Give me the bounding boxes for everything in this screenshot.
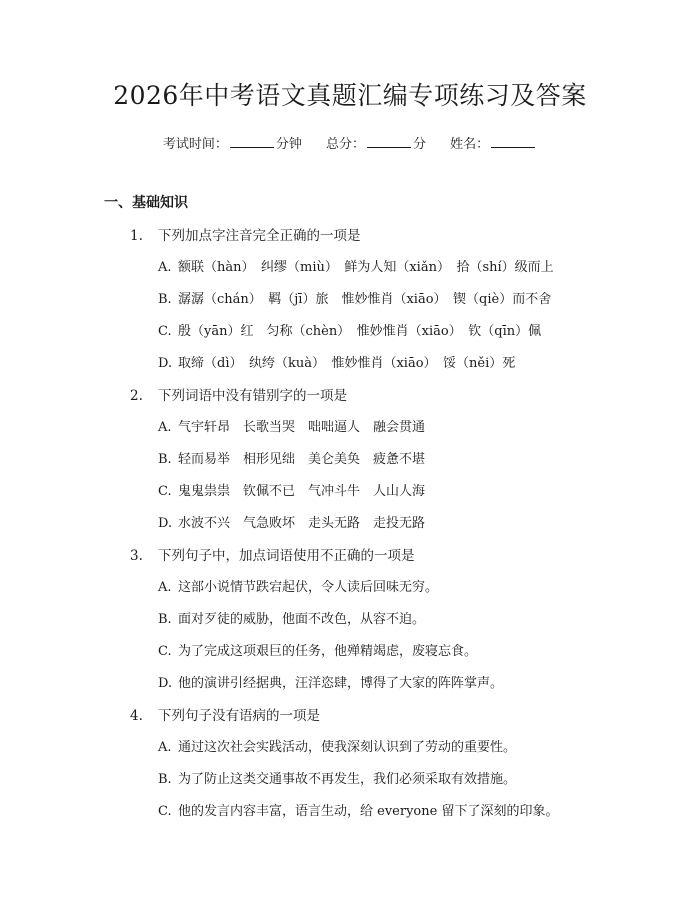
question-text: 下列加点字注音完全正确的一项是 <box>158 228 361 244</box>
option-row[interactable] <box>158 576 438 595</box>
option-text: 气宇轩昂 长歌当哭 咄咄逼人 融会贯通 <box>178 420 426 435</box>
option-row[interactable] <box>158 352 515 371</box>
option-text: 轻而易举 相形见绌 美仑美奂 疲惫不堪 <box>178 452 426 467</box>
option-row[interactable] <box>158 672 503 691</box>
option-text: 为了防止这类交通事故不再发生，我们必须采取有效措施。 <box>178 772 517 787</box>
option-label: A. <box>158 580 172 595</box>
option-row[interactable] <box>158 448 425 467</box>
option-label: C. <box>158 644 172 659</box>
option-label: B. <box>158 292 172 307</box>
score-unit: 分 <box>413 137 427 152</box>
option-text: 为了完成这项艰巨的任务，他殚精竭虑，废寝忘食。 <box>178 644 478 659</box>
score-field <box>326 137 430 152</box>
option-text: 面对歹徒的威胁，他面不改色，从容不迫。 <box>178 612 426 627</box>
time-unit: 分钟 <box>275 137 302 152</box>
score-label: 总分： <box>325 137 365 152</box>
score-blank[interactable] <box>367 136 411 148</box>
option-label: A. <box>158 260 172 275</box>
page-title: 2026年中考语文真题汇编专项练习及答案 <box>113 81 587 110</box>
option-label: C. <box>158 804 172 819</box>
option-text: 这部小说情节跌宕起伏，令人读后回味无穷。 <box>178 580 439 595</box>
option-label: A. <box>158 420 172 435</box>
option-label: D. <box>158 356 173 371</box>
option-label: B. <box>158 612 172 627</box>
question-stem <box>130 384 347 404</box>
option-row[interactable] <box>158 288 551 307</box>
exam-meta <box>0 133 700 152</box>
option-label: B. <box>158 772 172 787</box>
question-stem <box>130 704 320 724</box>
option-label: C. <box>158 484 172 499</box>
option-label: A. <box>158 740 172 755</box>
option-row[interactable] <box>158 768 516 787</box>
option-text: 他的演讲引经据典，汪洋恣肆，博得了大家的阵阵掌声。 <box>178 676 504 691</box>
option-text: 取缔（dì） 纨绔（kuà） 惟妙惟肖（xiāo） 馁（něi）死 <box>178 356 516 371</box>
question-text: 下列句子没有语病的一项是 <box>158 708 320 724</box>
option-row[interactable] <box>158 480 425 499</box>
name-label: 姓名： <box>450 137 490 152</box>
option-row[interactable] <box>158 800 558 819</box>
question-text: 下列词语中没有错别字的一项是 <box>158 388 347 404</box>
question-number: 1. <box>130 228 143 244</box>
option-row[interactable] <box>158 512 425 531</box>
question-text: 下列句子中，加点词语使用不正确的一项是 <box>158 548 415 564</box>
option-row[interactable] <box>158 416 425 435</box>
option-row[interactable] <box>158 736 516 755</box>
option-row[interactable] <box>158 320 541 339</box>
option-text: 通过这次社会实践活动，使我深刻认识到了劳动的重要性。 <box>178 740 517 755</box>
name-blank[interactable] <box>491 136 535 148</box>
option-label: D. <box>158 516 173 531</box>
option-text: 他的发言内容丰富，语言生动，给 everyone 留下了深刻的印象。 <box>178 804 559 819</box>
question-number: 4. <box>130 708 143 724</box>
question-stem <box>130 224 361 244</box>
time-field <box>163 137 306 152</box>
option-text: 潺潺（chán） 羁（jī）旅 惟妙惟肖（xiāo） 锲（qiè）而不舍 <box>178 292 552 307</box>
option-row[interactable] <box>158 640 477 659</box>
option-text: 水波不兴 气急败坏 走头无路 走投无路 <box>178 516 426 531</box>
option-text: 殷（yān）红 匀称（chèn） 惟妙惟肖（xiāo） 钦（qīn）佩 <box>178 324 542 339</box>
option-label: C. <box>158 324 172 339</box>
option-row[interactable] <box>158 256 554 275</box>
time-blank[interactable] <box>230 136 274 148</box>
option-label: D. <box>158 676 173 691</box>
option-row[interactable] <box>158 608 425 627</box>
option-text: 鬼鬼祟祟 钦佩不已 气冲斗牛 人山人海 <box>178 484 426 499</box>
question-number: 2. <box>130 388 143 404</box>
time-label: 考试时间： <box>162 137 228 152</box>
question-stem <box>130 544 415 564</box>
name-field <box>450 137 537 152</box>
option-text: 额联（hàn） 纠缪（miù） 鲜为人知（xiǎn） 拾（shí）级而上 <box>178 260 554 275</box>
question-number: 3. <box>130 548 143 564</box>
option-label: B. <box>158 452 172 467</box>
section-heading: 一、基础知识 <box>104 195 188 211</box>
